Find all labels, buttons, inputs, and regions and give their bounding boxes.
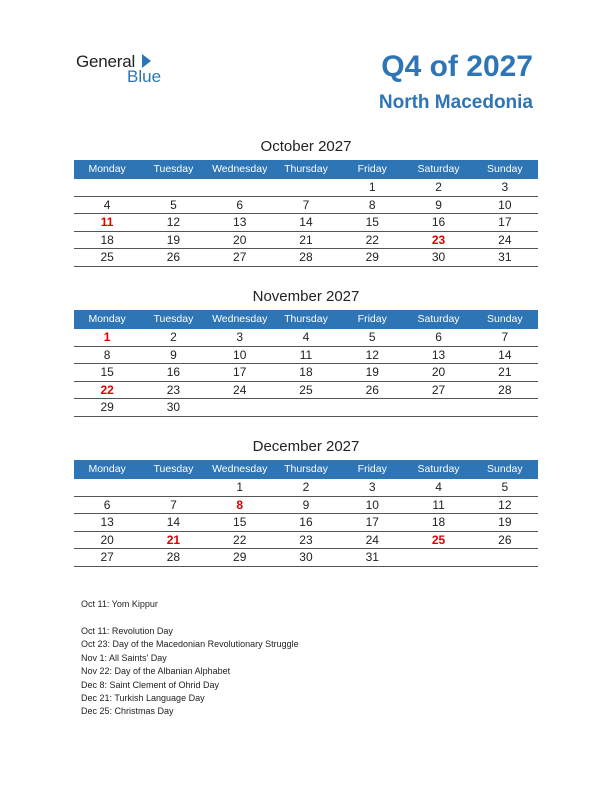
week-row: [74, 179, 538, 197]
day-cell: 28: [166, 550, 181, 564]
day-cell: 14: [498, 347, 512, 362]
day-cell: 31: [498, 250, 512, 264]
day-cell: 3: [368, 480, 376, 494]
month-title: December 2027: [252, 438, 360, 455]
weekday-header: Wednesday: [212, 463, 268, 475]
holiday-note: Dec 21: Turkish Language Day: [81, 692, 205, 703]
day-cell: 25: [100, 250, 114, 264]
day-cell: 4: [302, 330, 310, 344]
weekday-header: Monday: [88, 163, 126, 175]
day-cell: 31: [365, 550, 379, 564]
day-cell: 26: [498, 532, 512, 547]
month-november: [74, 288, 538, 417]
weekday-header: Tuesday: [153, 313, 194, 325]
weekday-header: Saturday: [417, 313, 460, 325]
day-cell: 1: [103, 330, 111, 344]
day-cell: [273, 399, 339, 416]
week-row: [74, 514, 538, 532]
week-row: [74, 532, 538, 550]
weekday-header: Friday: [357, 463, 387, 475]
day-cell: 5: [170, 197, 177, 212]
holiday-note: Oct 11: Revolution Day: [81, 626, 173, 636]
day-cell: 10: [233, 347, 247, 362]
day-cell: 17: [233, 365, 247, 379]
day-cell: 15: [365, 215, 379, 229]
day-cell: 5: [368, 330, 376, 344]
day-cell: 13: [100, 515, 114, 529]
week-row: [74, 232, 538, 250]
day-cell: 21: [498, 365, 512, 379]
weekday-header: Tuesday: [153, 463, 194, 475]
holiday-note: Nov 22: Day of the Albanian Alphabet: [81, 666, 231, 677]
day-cell: 9: [435, 197, 442, 212]
day-cell: 22: [233, 532, 247, 547]
day-cell: 1: [368, 180, 376, 194]
logo-triangle-icon: [142, 54, 151, 68]
weekday-header-row: [74, 460, 538, 479]
day-cell: 6: [435, 330, 442, 344]
week-row: [74, 549, 538, 567]
week-row: [74, 214, 538, 232]
day-cell: 6: [103, 497, 111, 512]
day-cell: 11: [432, 497, 445, 512]
day-cell: [207, 179, 273, 196]
weekday-header: Thursday: [284, 163, 328, 175]
day-cell: 27: [233, 250, 247, 264]
page-subtitle: North Macedonia: [378, 92, 533, 113]
weekday-header: Sunday: [487, 163, 523, 175]
day-cell: 20: [233, 232, 247, 247]
day-cell: 8: [236, 497, 244, 512]
day-cell: 20: [100, 532, 114, 547]
day-cell: [74, 479, 140, 496]
day-cell: 12: [365, 347, 379, 362]
week-row: [74, 329, 538, 347]
weekday-header: Thursday: [284, 463, 328, 475]
day-cell: 28: [299, 250, 313, 264]
day-cell: 2: [435, 180, 442, 194]
day-cell: 15: [233, 515, 247, 529]
week-row: [74, 382, 538, 400]
generalblue-logo: [76, 52, 176, 92]
day-cell: 23: [166, 382, 181, 397]
weekday-header: Wednesday: [212, 313, 268, 325]
notes-group-1: [81, 598, 158, 611]
day-cell: [472, 399, 538, 416]
day-cell: 30: [431, 250, 446, 264]
day-cell: [207, 399, 273, 416]
weekday-header: Saturday: [417, 163, 460, 175]
month-title: October 2027: [260, 138, 352, 155]
weekday-header: Saturday: [417, 463, 460, 475]
day-cell: 16: [166, 365, 181, 379]
day-cell: 16: [299, 515, 313, 529]
weekday-header: Wednesday: [212, 163, 268, 175]
day-cell: 24: [233, 382, 247, 397]
day-cell: [140, 179, 206, 196]
day-cell: 12: [498, 497, 512, 512]
day-cell: 22: [100, 382, 114, 397]
day-cell: 9: [170, 347, 177, 362]
day-cell: 20: [431, 365, 446, 379]
day-cell: 22: [365, 232, 379, 247]
day-cell: 10: [365, 497, 379, 512]
day-cell: 8: [103, 347, 111, 362]
day-cell: 26: [365, 382, 379, 397]
day-cell: 28: [498, 382, 512, 397]
weekday-header: Monday: [88, 313, 126, 325]
day-cell: 29: [100, 400, 114, 414]
day-cell: 5: [501, 480, 509, 494]
day-cell: 11: [299, 347, 313, 362]
day-cell: 24: [498, 232, 512, 247]
holiday-note: Oct 11: Yom Kippur: [81, 599, 158, 609]
day-cell: 17: [498, 215, 512, 229]
holiday-note: Dec 8: Saint Clement of Ohrid Day: [81, 679, 220, 690]
day-cell: 4: [103, 197, 111, 212]
day-cell: 23: [299, 532, 313, 547]
day-cell: 25: [431, 532, 446, 547]
weekday-header: Sunday: [487, 313, 523, 325]
day-cell: 9: [302, 497, 310, 512]
day-cell: 18: [431, 515, 446, 529]
day-cell: 14: [299, 215, 313, 229]
day-cell: 10: [498, 197, 512, 212]
day-cell: 29: [233, 550, 247, 564]
holiday-note: Nov 1: All Saints' Day: [81, 652, 167, 663]
day-cell: 2: [302, 480, 310, 494]
day-cell: 25: [299, 382, 313, 397]
day-cell: 27: [431, 382, 446, 397]
page-title: Q4 of 2027: [381, 50, 533, 83]
day-cell: 27: [100, 550, 114, 564]
day-cell: 16: [431, 215, 446, 229]
weekday-header: Friday: [357, 163, 387, 175]
logo-text-general: General: [76, 52, 136, 71]
weekday-header: Sunday: [487, 463, 523, 475]
day-cell: 18: [100, 232, 114, 247]
day-cell: 6: [236, 197, 244, 212]
weekday-header: Tuesday: [153, 163, 194, 175]
day-cell: 11: [100, 215, 114, 229]
week-row: [74, 479, 538, 497]
day-cell: [74, 179, 140, 196]
day-cell: 13: [431, 347, 446, 362]
month-october: [74, 138, 538, 267]
day-cell: 7: [170, 497, 177, 512]
day-cell: 23: [431, 232, 446, 247]
day-cell: [140, 479, 206, 496]
day-cell: 7: [302, 197, 310, 212]
week-row: [74, 497, 538, 515]
day-cell: 30: [299, 550, 313, 564]
notes-group-2: [81, 625, 299, 719]
day-cell: 8: [368, 197, 376, 212]
day-cell: 29: [365, 250, 379, 264]
day-cell: [273, 179, 339, 196]
logo-text-blue: Blue: [127, 67, 162, 86]
day-cell: 19: [498, 515, 512, 529]
weekday-header-row: [74, 160, 538, 179]
day-cell: 18: [299, 365, 313, 379]
day-cell: 12: [166, 215, 181, 229]
day-cell: 15: [100, 365, 114, 379]
day-cell: 26: [166, 250, 181, 264]
day-cell: 3: [236, 330, 244, 344]
day-cell: 24: [365, 532, 379, 547]
day-cell: 1: [236, 480, 244, 494]
month-title: November 2027: [252, 288, 360, 305]
day-cell: 21: [299, 232, 313, 247]
day-cell: 3: [501, 180, 509, 194]
day-cell: [405, 549, 471, 566]
day-cell: [339, 399, 405, 416]
day-cell: [472, 549, 538, 566]
weekday-header: Thursday: [284, 313, 328, 325]
day-cell: [405, 399, 471, 416]
weekday-header: Monday: [88, 463, 126, 475]
week-row: [74, 249, 538, 267]
week-row: [74, 364, 538, 382]
week-row: [74, 197, 538, 215]
weekday-header: Friday: [357, 313, 387, 325]
weekday-header-row: [74, 310, 538, 329]
day-cell: 19: [365, 365, 379, 379]
holiday-note: Oct 23: Day of the Macedonian Revolutionary Struggle: [81, 639, 299, 650]
day-cell: 19: [166, 232, 181, 247]
day-cell: 17: [365, 515, 379, 529]
holiday-note: Dec 25: Christmas Day: [81, 706, 174, 717]
week-row: [74, 399, 538, 417]
day-cell: 13: [233, 215, 247, 229]
day-cell: 2: [170, 330, 177, 344]
month-december: [74, 438, 538, 567]
day-cell: 14: [166, 515, 181, 529]
day-cell: 21: [166, 532, 181, 547]
week-row: [74, 347, 538, 365]
day-cell: 30: [166, 400, 181, 414]
day-cell: 4: [435, 480, 442, 494]
day-cell: 7: [501, 330, 509, 344]
